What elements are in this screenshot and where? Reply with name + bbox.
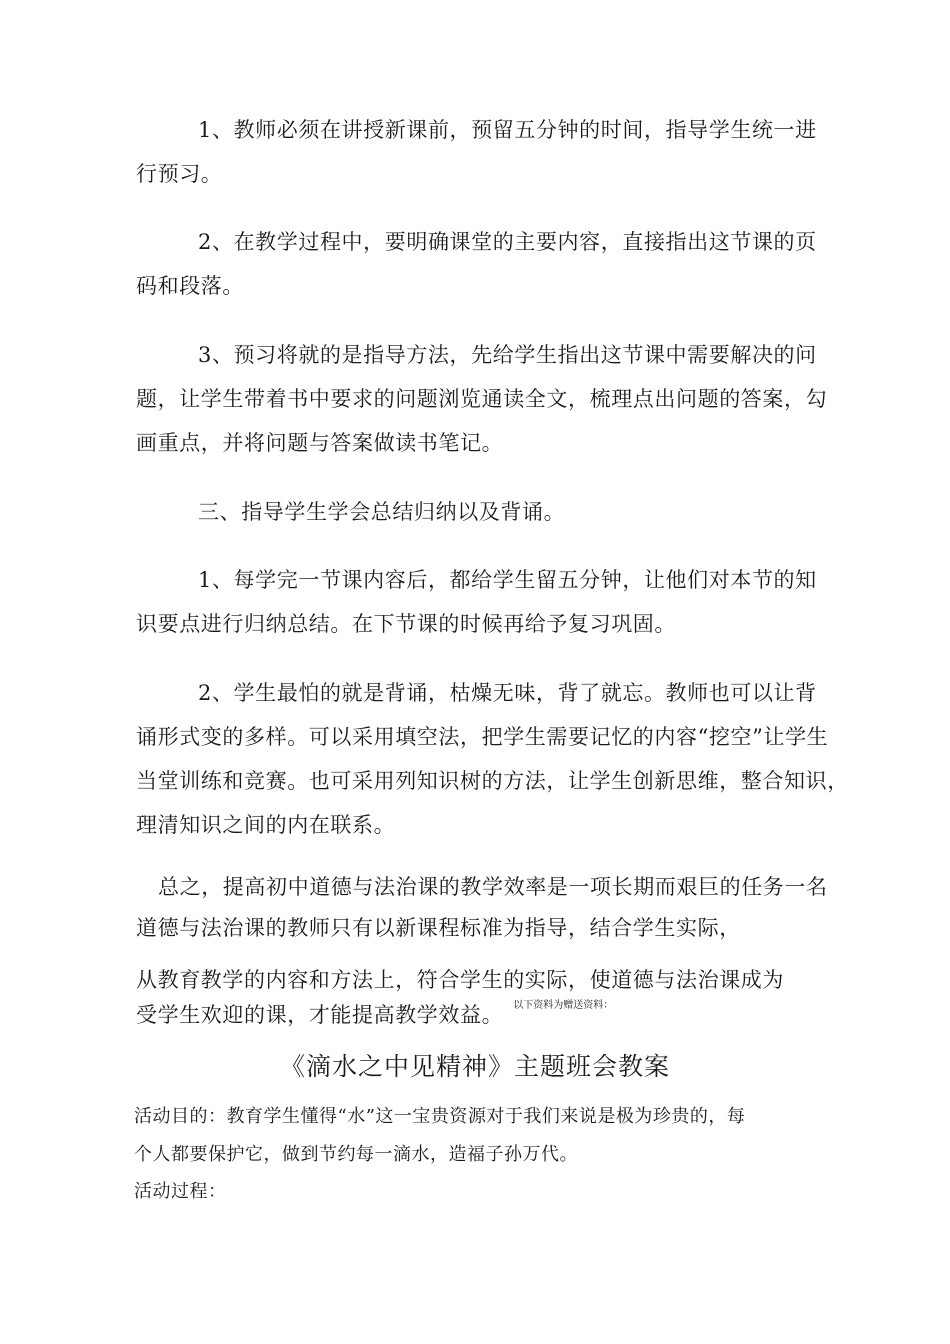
paragraph-line: 码和段落。 [136,274,244,298]
summary-line: 总之，提高初中道德与法治课的教学效率是一项长期而艰巨的任务一名 [158,875,828,899]
paragraph-line: 画重点，并将问题与答案做读书笔记。 [136,431,504,455]
section-heading: 三、指导学生学会总结归纳以及背诵。 [198,500,566,524]
paragraph-line: 1、每学完一节课内容后，都给学生留五分钟，让他们对本节的知 [198,568,817,592]
summary-text: 受学生欢迎的课，才能提高教学效益。 [136,1003,504,1027]
summary-line: 从教育教学的内容和方法上，符合学生的实际，使道德与法治课成为 [136,968,784,992]
summary-line [136,1001,613,1034]
purpose-line: 活动目的：教育学生懂得“水”这一宝贵资源对于我们来说是极为珍贵的，每 [134,1106,746,1127]
purpose-line: 个人都要保护它，做到节约每一滴水，造福子孙万代。 [134,1144,578,1165]
paragraph-line: 2、学生最怕的就是背诵，枯燥无味，背了就忘。教师也可以让背 [198,681,817,705]
paragraph-line: 题，让学生带着书中要求的问题浏览通读全文，梳理点出问题的答案，勾 [136,387,828,411]
lesson-title: 《滴水之中见精神》主题班会教案 [279,1052,670,1081]
paragraph-line: 当堂训练和竞赛。也可采用列知识树的方法，让学生创新思维，整合知识， [136,769,849,793]
paragraph-line: 3、预习将就的是指导方法，先给学生指出这节课中需要解决的问 [198,343,817,367]
paragraph-line: 识要点进行归纳总结。在下节课的时候再给予复习巩固。 [136,612,676,636]
paragraph-line: 行预习。 [136,162,223,186]
gift-note: 以下资料为赠送资料： [513,1000,614,1011]
summary-line: 道德与法治课的教师只有以新课程标准为指导，结合学生实际， [136,916,741,940]
paragraph-line: 2、在教学过程中，要明确课堂的主要内容，直接指出这节课的页 [198,230,817,254]
process-label: 活动过程： [134,1181,227,1202]
paragraph-line: 理清知识之间的内在联系。 [136,813,396,837]
paragraph-line: 1、教师必须在讲授新课前，预留五分钟的时间，指导学生统一进 [198,118,817,142]
paragraph-line: 诵形式变的多样。可以采用填空法，把学生需要记忆的内容“挖空”让学生 [136,725,829,749]
